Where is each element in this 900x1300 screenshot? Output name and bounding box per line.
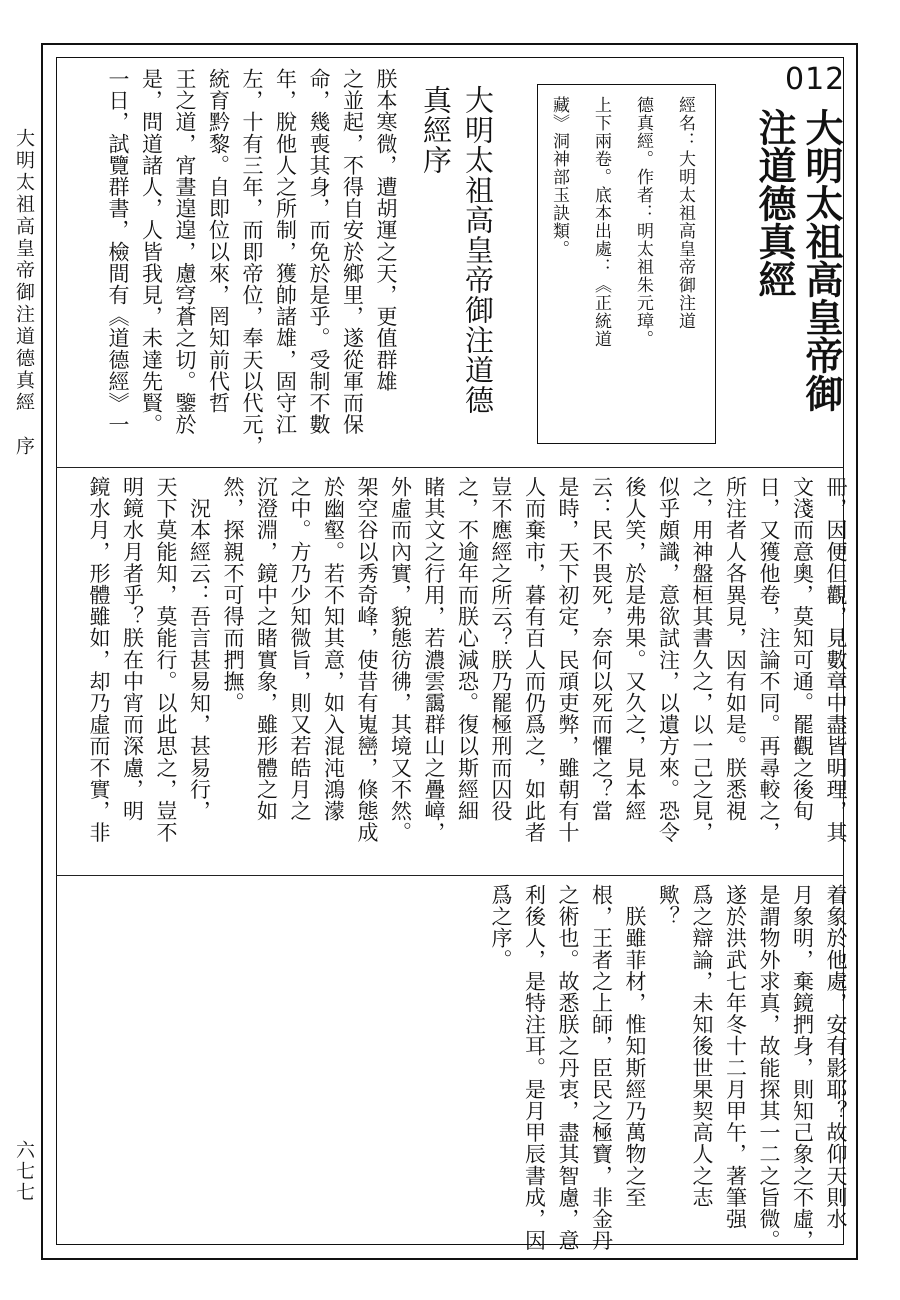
text-column: 一日，試覽群書，檢間有《道德經》一 — [106, 68, 130, 436]
text-column: 命，幾喪其身，而免於是乎。受制不數 — [307, 68, 331, 436]
main-title-line: 注道德真經 — [752, 108, 796, 298]
main-title-line: 大明太祖高皇帝御 — [799, 108, 843, 412]
text-column: 爲之辯論，未知後世果契高人之志 — [690, 884, 714, 1208]
info-line: 經名：大明太祖高皇帝御注道 — [675, 96, 695, 330]
preface-title-line: 大明太祖高皇帝御注道德 — [461, 85, 495, 415]
text-column: 云：民不畏死，奈何以死而懼之？當 — [589, 476, 614, 822]
text-column: 朕雖菲材，惟知斯經乃萬物之至 — [623, 884, 647, 1208]
text-column: 着象於他處，安有影耶？故仰天則水 — [824, 884, 848, 1230]
body-band-middle — [62, 476, 852, 868]
text-column: 鏡水月，形體雖如，却乃虛而不實，非 — [87, 476, 111, 844]
text-column: 天下莫能知，莫能行。以此思之，豈不 — [154, 476, 178, 844]
text-column: 之，不逾年而朕心減恐。復以斯經細 — [455, 476, 480, 822]
info-line: 上下兩卷。底本出處：《正統道 — [591, 96, 611, 348]
text-column: 利後人，是特注耳。是月甲辰書成，因 — [522, 884, 547, 1252]
text-column: 於幽壑。若不知其意，如入混沌鴻濛 — [321, 476, 346, 822]
text-column: 月象明，棄鏡捫身，則知己象之不虛， — [790, 884, 815, 1252]
text-column: 是時，天下初定，民頑吏弊，雖朝有十 — [556, 476, 580, 844]
text-column: 然，探親不可得而捫撫。 — [221, 476, 245, 714]
text-column: 冊，因便但觀，見數章中盡皆明理，其 — [824, 476, 848, 844]
text-column: 根，王者之上師，臣民之極寶，非金丹 — [589, 884, 614, 1252]
preface-title — [415, 85, 499, 455]
text-column: 所注者人各異見，因有如是。朕悉視 — [723, 476, 748, 822]
text-column: 明鏡水月者乎？朕在中宵而深慮，明 — [120, 476, 145, 822]
text-column: 況本經云：吾言甚易知，甚易行， — [187, 476, 212, 822]
body-band-bottom — [62, 884, 852, 1252]
text-column: 年，脫他人之所制，獲帥諸雄，固守江 — [273, 68, 298, 436]
page-number: 六七七 — [13, 1140, 35, 1203]
main-title — [740, 108, 844, 448]
text-column: 後人笑，於是弗果。又久之，見本經 — [623, 476, 647, 822]
text-column: 是謂物外求真，故能探其一二之旨微。 — [757, 884, 781, 1252]
text-column: 遂於洪武七年冬十二月甲午，著筆强 — [723, 884, 748, 1230]
body-band-top — [62, 68, 402, 460]
text-column: 左，十有三年，而即帝位，奉天以代元， — [240, 68, 264, 457]
text-column: 人而棄市，暮有百人而仍爲之，如此者 — [522, 476, 547, 844]
text-column: 之術也。故悉朕之丹衷，盡其智慮，意 — [556, 884, 580, 1252]
text-column: 架空谷以秀奇峰，使昔有嵬巒，倏態成 — [355, 476, 379, 844]
text-column: 統育黔黎。自即位以來，罔知前代哲 — [206, 68, 231, 414]
text-column: 之，用神盤桓其書久之，以一己之見， — [690, 476, 714, 844]
text-column: 朕本寒微，遭胡運之天，更值群雄 — [374, 68, 398, 392]
text-column: 之並起，不得自安於鄉里，遂從軍而保 — [340, 68, 365, 436]
info-line: 藏》洞神部玉訣類。 — [549, 96, 569, 258]
bibliographic-info-text — [548, 96, 706, 436]
running-title: 大明太祖高皇帝御注道德真經 序 — [13, 128, 35, 458]
band-divider-1 — [56, 467, 844, 468]
info-line: 德真經。作者：明太祖朱元璋。 — [633, 96, 653, 348]
text-column: 豈不應經之所云？朕乃罷極刑而囚役 — [489, 476, 513, 822]
text-column: 是，問道諸人，人皆我見，未達先賢。 — [139, 68, 164, 436]
text-column: 文淺而意奧，莫知可通。罷觀之後旬 — [790, 476, 815, 822]
band-divider-2 — [56, 875, 844, 876]
text-column: 爲之序。 — [489, 884, 513, 971]
text-column: 王之道，宵晝遑遑，慮穹蒼之切。鑒於 — [173, 68, 197, 436]
text-column: 睹其文之行用，若濃雲靄群山之疊嶂， — [422, 476, 446, 844]
preface-title-line: 真經序 — [419, 85, 453, 175]
text-column: 日，又獲他卷，注論不同。再尋較之， — [757, 476, 781, 844]
text-column: 似乎頗識，意欲試注，以遺方來。恐令 — [656, 476, 681, 844]
entry-number: 012 — [785, 62, 846, 97]
text-column: 歟？ — [656, 884, 681, 928]
text-column: 沉澄淵，鏡中之睹實象，雖形體之如 — [254, 476, 279, 822]
text-column: 外虛而內實，貌態彷彿，其境又不然。 — [388, 476, 413, 844]
text-column: 之中。方乃少知微旨，則又若皓月之 — [288, 476, 312, 822]
